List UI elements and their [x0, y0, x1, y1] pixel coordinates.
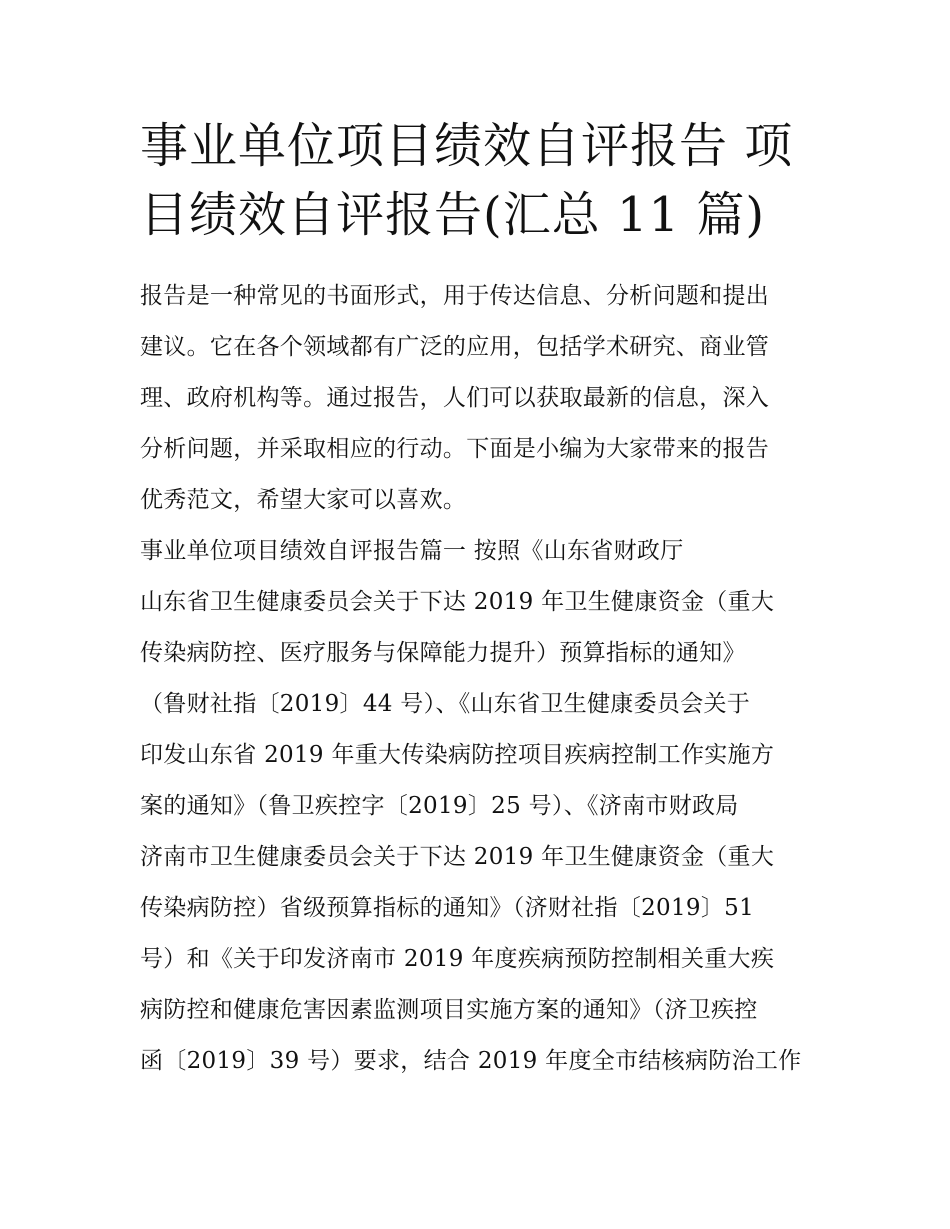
- title-line-1: 事业单位项目绩效自评报告 项: [140, 118, 794, 174]
- intro-paragraph: [140, 271, 820, 526]
- section-line-7: 传染病防控）省级预算指标的通知》（济财社指〔2019〕51: [140, 895, 754, 921]
- intro-line-5: 优秀范文，希望大家可以喜欢。: [140, 487, 467, 513]
- intro-line-4: 分析问题，并采取相应的行动。下面是小编为大家带来的报告: [140, 436, 770, 462]
- section-line-5: 案的通知》（鲁卫疾控字〔2019〕25 号）、《济南市财政局: [140, 793, 739, 819]
- section-heading: 事业单位项目绩效自评报告篇一 按照《山东省财政厅: [140, 538, 684, 564]
- document-page: [140, 112, 820, 1087]
- section-line-1: 山东省卫生健康委员会关于下达 2019 年卫生健康资金（重大: [140, 589, 775, 615]
- section-line-4: 印发山东省 2019 年重大传染病防控项目疾病控制工作实施方: [140, 742, 775, 768]
- document-title: [140, 112, 820, 250]
- intro-line-1: 报告是一种常见的书面形式，用于传达信息、分析问题和提出: [140, 283, 770, 309]
- title-line-2: 目绩效自评报告(汇总 11 篇): [140, 187, 766, 243]
- section-line-2: 传染病防控、医疗服务与保障能力提升）预算指标的通知》: [140, 640, 746, 666]
- section-line-10: 函〔2019〕39 号）要求，结合 2019 年度全市结核病防治工作: [140, 1048, 802, 1074]
- section-line-3: （鲁财社指〔2019〕44 号）、《山东省卫生健康委员会关于: [140, 691, 751, 717]
- document-body: [140, 271, 820, 1087]
- section-paragraph: [140, 526, 820, 1087]
- intro-line-2: 建议。它在各个领域都有广泛的应用，包括学术研究、商业管: [140, 334, 770, 360]
- section-line-9: 病防控和健康危害因素监测项目实施方案的通知》（济卫疾控: [140, 997, 758, 1023]
- intro-line-3: 理、政府机构等。通过报告，人们可以获取最新的信息，深入: [140, 385, 770, 411]
- section-line-6: 济南市卫生健康委员会关于下达 2019 年卫生健康资金（重大: [140, 844, 775, 870]
- section-line-8: 号）和《关于印发济南市 2019 年度疾病预防控制相关重大疾: [140, 946, 775, 972]
